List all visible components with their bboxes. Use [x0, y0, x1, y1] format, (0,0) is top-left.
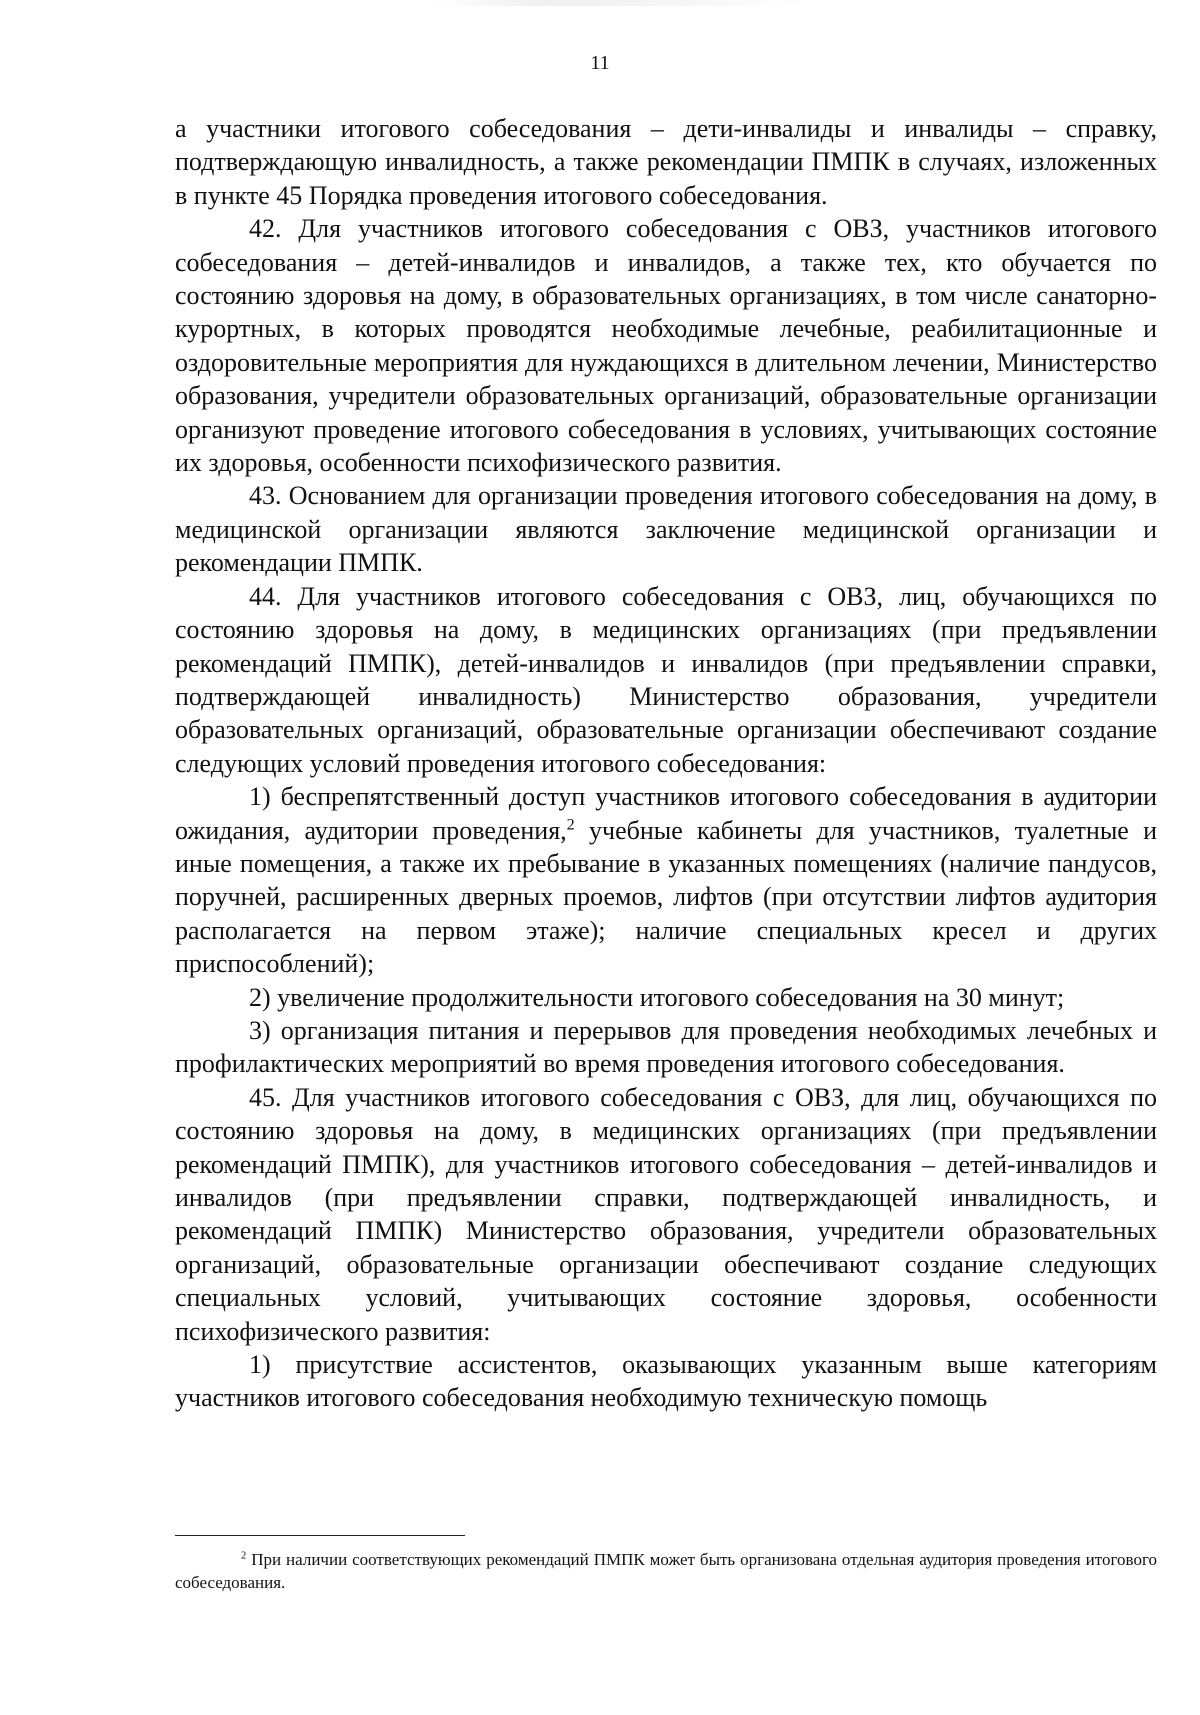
paragraph-44: 44. Для участников итогового собеседования с ОВЗ, лиц, обучающихся по состоянию здоровья на дому, в медицинских организациях (при предъявлении рекомендаций ПМПК), детей-инвалидов и инвалидов (при предъявлении справки, подтверждающей инвалидность) Министерство образования, учредители образовательных организаций, образовательные организации обеспечивают создание следующих условий проведения итогового собеседования:	[175, 581, 1157, 778]
footnote-reference[interactable]: 2	[566, 815, 575, 833]
paragraph-42: 42. Для участников итогового собеседования с ОВЗ, участников итогового собеседования – детей-инвалидов и инвалидов, а также тех, кто обучается по состоянию здоровья на дому, в образовательных организациях, в том числе санаторно-курортных, в которых проводятся необходимые лечебные, реабилитационные и оздоровительные мероприятия для нуждающихся в длительном лечении, Министерство образования, учредители образовательных организаций, образовательные организации организуют проведение итогового собеседования в условиях, учитывающих состояние их здоровья, особенности психофизического развития.	[175, 214, 1157, 478]
footnote-marker: 2	[241, 1550, 247, 1562]
paragraph-44-item-1	[175, 780, 1157, 980]
paragraph-44-item-3: 3) организация питания и перерывов для проведения необходимых лечебных и профилактических мероприятий во время проведения итогового собеседования.	[175, 1015, 1157, 1079]
document-body	[175, 112, 1157, 1415]
paragraph-45: 45. Для участников итогового собеседования с ОВЗ, для лиц, обучающихся по состоянию здоровья на дому, в медицинских организациях (при предъявлении рекомендаций ПМПК), для участников итогового собеседования – детей-инвалидов и инвалидов (при предъявлении справки, подтверждающей инвалидность, и рекомендаций ПМПК) Министерство образования, учредители образовательных организаций, образовательные организации обеспечивают создание следующих специальных условий, учитывающих состояние здоровья, особенности психофизического развития:	[175, 1082, 1157, 1346]
item-text-start: 1) беспрепятственный доступ участников итогового собеседования в аудитории ожидания, аудитории проведения,	[175, 782, 1157, 845]
paragraph-45-item-1: 1) присутствие ассистентов, оказывающих указанным выше категориям участников итогового собеседования необходимую техническую помощь	[175, 1350, 1157, 1413]
footnote-divider	[175, 1535, 465, 1536]
paragraph-44-item-2: 2) увеличение продолжительности итогового собеседования на 30 минут;	[249, 982, 1065, 1012]
footnote-text: При наличии соответствующих рекомендаций ПМПК может быть организована отдельная аудитория проведения итогового собеседования.	[175, 1550, 1157, 1592]
paragraph-continuation: а участники итогового собеседования – дети-инвалиды и инвалиды – справку, подтверждающую инвалидность, а также рекомендации ПМПК в случаях, изложенных в пункте 45 Порядка проведения итогового собеседования.	[175, 114, 1157, 210]
footnote	[175, 1548, 1157, 1594]
item-text-end: учебные кабинеты для участников, туалетные и иные помещения, а также их пребывание в указанных помещениях (наличие пандусов, поручней, расширенных дверных проемов, лифтов (при отсутствии лифтов аудитория располагается на первом этаже); наличие специальных кресел и других приспособлений);	[175, 815, 1157, 979]
paragraph-43: 43. Основанием для организации проведения итогового собеседования на дому, в медицинской организации являются заключение медицинской организации и рекомендации ПМПК.	[175, 481, 1157, 578]
page-number: 11	[590, 52, 610, 74]
scan-artifact	[430, 0, 810, 6]
